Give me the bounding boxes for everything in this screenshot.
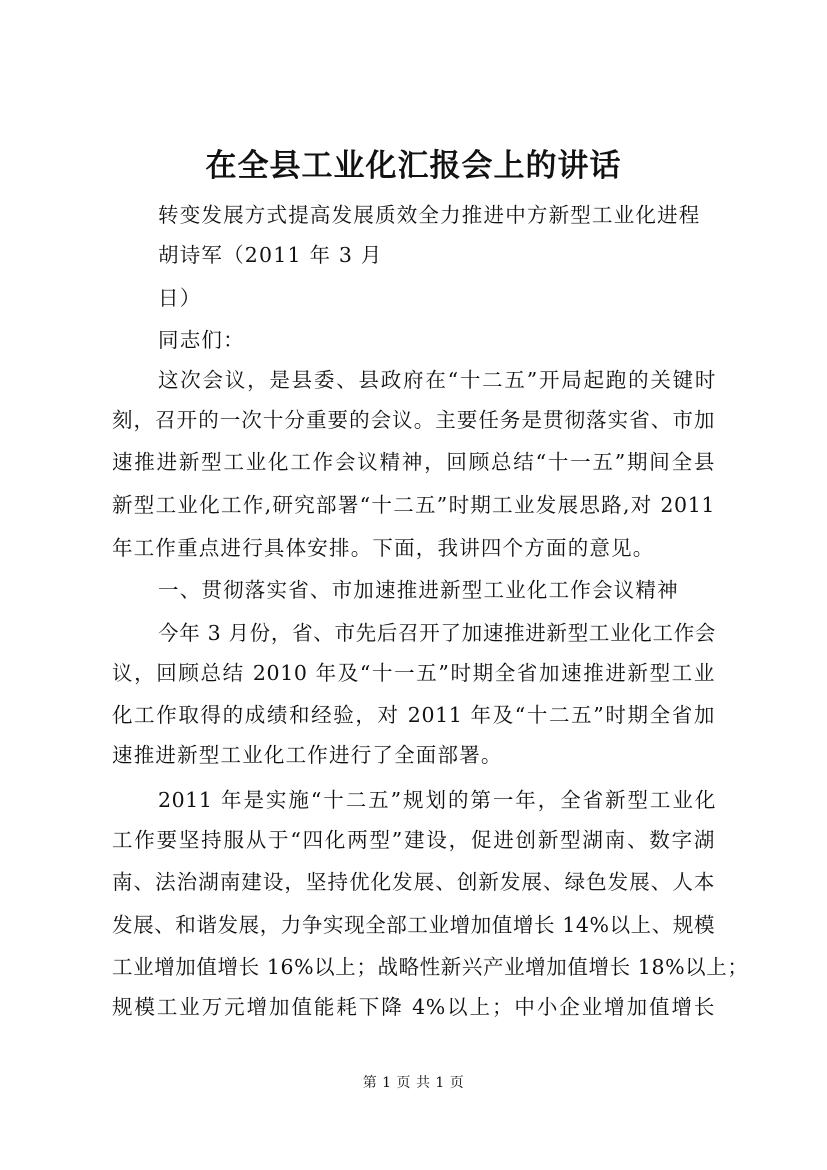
paragraph-2-line-4: 速推进新型工业化工作进行了全面部署。 [112,743,503,767]
paragraph-2-line-2: 议，回顾总结 2010 年及“十一五”时期全省加速推进新型工业 [112,661,715,685]
paragraph-1-line-4: 新型工业化工作,研究部署“十二五”时期工业发展思路,对 2011 [112,493,715,517]
paragraph-3-line-6: 规模工业万元增加值能耗下降 4%以上；中小企业增加值增长 [112,995,715,1019]
paragraph-3-line-3: 南、法治湖南建设，坚持优化发展、创新发展、绿色发展、人本 [112,870,715,894]
page-footer: 第 1 页 共 1 页 [362,1075,465,1091]
paragraph-2-line-1: 今年 3 月份，省、市先后召开了加速推进新型工业化工作会 [158,621,716,645]
paragraph-2-line-3: 化工作取得的成绩和经验，对 2011 年及“十二五”时期全省加 [112,703,715,727]
date-line: 日） [158,286,202,310]
salutation-line: 同志们： [158,328,245,352]
page-title: 在全县工业化汇报会上的讲话 [205,148,622,184]
paragraph-1-line-1: 这次会议，是县委、县政府在“十二五”开局起跑的关键时 [158,368,716,392]
paragraph-3-line-4: 发展、和谐发展，力争实现全部工业增加值增长 14%以上、规模 [112,913,716,937]
subtitle-line: 转变发展方式提高发展质效全力推进中方新型工业化进程 [158,203,701,227]
paragraph-3-line-5: 工业增加值增长 16%以上；战略性新兴产业增加值增长 18%以上； [112,955,749,979]
section-heading-1: 一、贯彻落实省、市加速推进新型工业化工作会议精神 [158,578,679,602]
paragraph-1-line-2: 刻，召开的一次十分重要的会议。主要任务是贯彻落实省、市加 [112,408,715,432]
paragraph-3-line-1: 2011 年是实施“十二五”规划的第一年，全省新型工业化 [158,788,716,812]
author-line: 胡诗军（2011 年 3 月 [158,243,383,267]
paragraph-1-line-5: 年工作重点进行具体安排。下面，我讲四个方面的意见。 [112,536,655,560]
paragraph-1-line-3: 速推进新型工业化工作会议精神，回顾总结“十一五”期间全县 [112,450,715,474]
paragraph-3-line-2: 工作要坚持服从于“四化两型”建设，促进创新型湖南、数字湖 [112,828,715,852]
